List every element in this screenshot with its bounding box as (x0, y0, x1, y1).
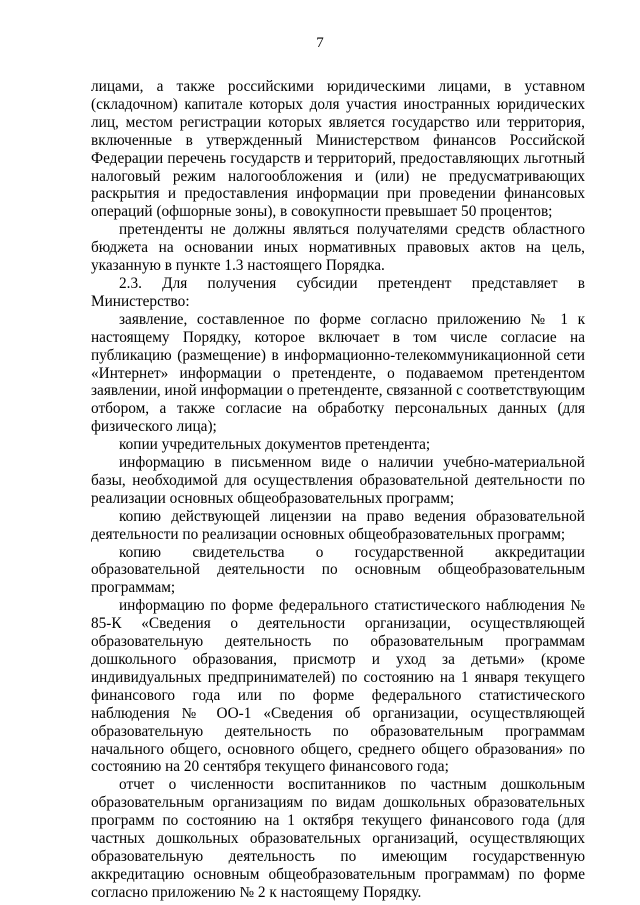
document-body (91, 78, 585, 902)
paragraph-statistical-form: информацию по форме федерального статистического наблюдения № 85-К «Сведения о деятельности организации, осуществляющей образовательную деятельность по образовательным программам дошкольного образования, присмотр и уход за детьми» (кроме индивидуальных предпринимателей) по состоянию на 1 января текущего финансового года или по форме федерального статистического наблюдения № ОО-1 «Сведения об организации, осуществляющей образовательную деятельность по образовательным программам начального общего, основного общего, среднего общего образования» по состоянию на 20 сентября текущего финансового года; (91, 597, 585, 776)
paragraph-accreditation-copy: копию свидетельства о государственной аккредитации образовательной деятельности по основным общеобразовательным программам; (91, 543, 585, 597)
paragraph-license-copy: копию действующей лицензии на право ведения образовательной деятельности по реализации основных общеобразовательных программ; (91, 507, 585, 543)
paragraph-founding-documents: копии учредительных документов претендента; (119, 436, 431, 454)
paragraph-no-other-budget-funds: претенденты не должны являться получателями средств областного бюджета на основании иных нормативных правовых актов на цель, указанную в пункте 1.3 настоящего Порядка. (91, 221, 585, 275)
paragraph-material-base: информацию в письменном виде о наличии учебно-материальной базы, необходимой для осуществления образовательной деятельности по реализации основных общеобразовательных программ; (91, 454, 585, 507)
paragraph-offshore-criteria: лицами, а также российскими юридическими лицами, в уставном (складочном) капитале которых доля участия иностранных юридических лиц, местом регистрации которых является государство или территория, включенные в утвержденный Министерством финансов Российской Федерации перечень государств и территорий, предоставляющих льготный налоговый режим налогообложения и (или) не предусматривающих раскрытия и предоставления информации при проведении финансовых операций (офшорные зоны), в совокупности превышает 50 процентов; (91, 78, 585, 221)
paragraph-pupils-report: отчет о численности воспитанников по частным дошкольным образовательным организациям по видам дошкольных образовательных программ по состоянию на 1 октября текущего финансового года (для частных дошкольных образовательных организаций, осуществляющих образовательную деятельность по имеющим государственную аккредитацию основным общеобразовательным программам) по форме согласно приложению № 2 к настоящему Порядку. (91, 776, 585, 901)
paragraph-application: заявление, составленное по форме согласно приложению № 1 к настоящему Порядку, которое включает в том числе согласие на публикацию (размещение) в информационно-телекоммуникационной сети «Интернет» информации о претенденте, о подаваемом претендентом заявлении, иной информации о претенденте, связанной с соответствующим отбором, а также согласие на обработку персональных данных (для физического лица); (91, 310, 585, 436)
paragraph-section-2-3: 2.3. Для получения субсидии претендент представляет в Министерство: (91, 274, 585, 310)
page-number: 7 (316, 35, 324, 51)
